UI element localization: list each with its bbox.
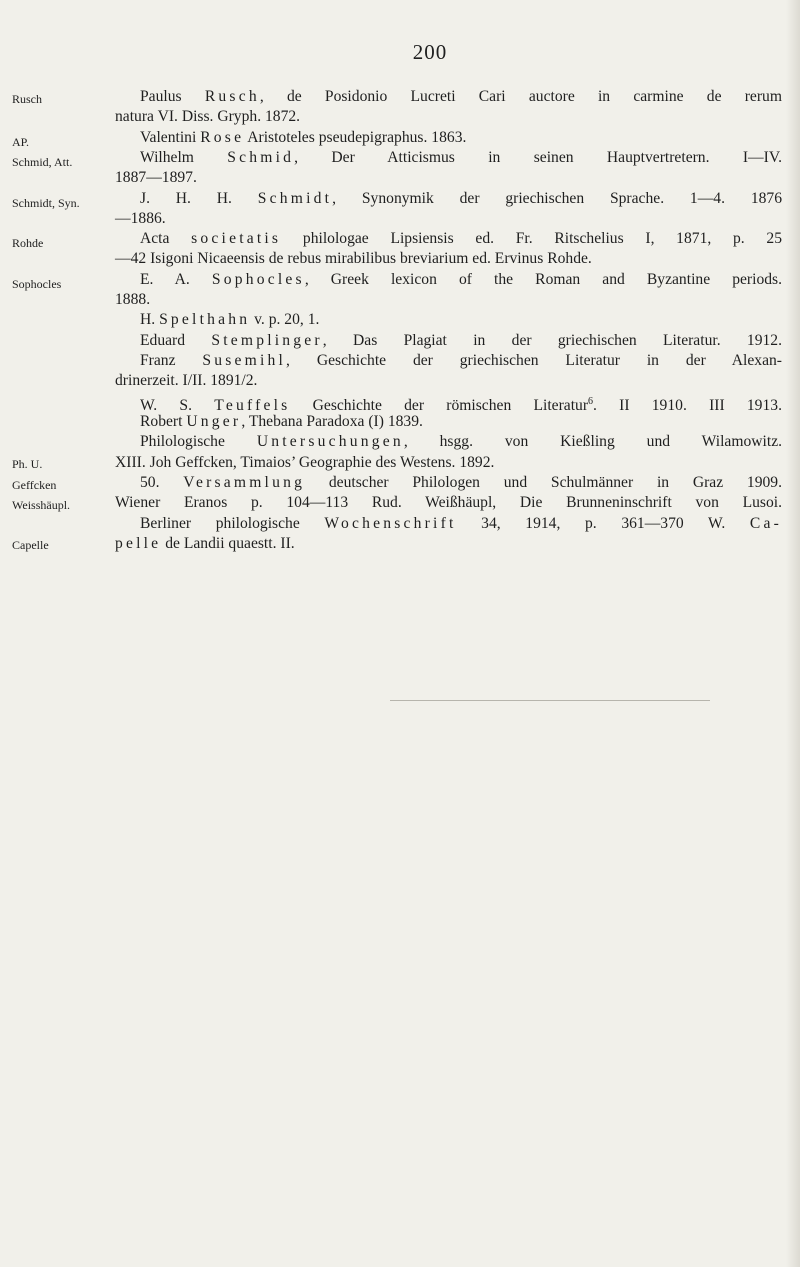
siglum-schmidt-syn: Schmidt, Syn.: [12, 196, 80, 210]
entry-stemplinger: Eduard Stemplinger, Das Plagiat in der griechischen Literatur. 1912.: [140, 332, 782, 349]
entry-sophocles-line-1: E. A. Sophocles, Greek lexicon of the Roman and Byzantine periods.: [140, 271, 783, 288]
entry-schmid-line-2: 1887—1897.: [115, 169, 197, 186]
entry-ph-u-line-1: Philologische Untersuchungen, hsgg. von Kießling und Wilamowitz.: [140, 433, 783, 450]
page-edge-shadow: [786, 0, 800, 1267]
entry-sophocles-line-2: 1888.: [115, 291, 151, 308]
siglum-ph-u: Ph. U.: [12, 457, 43, 471]
entry-rose: Valentini Rose Aristoteles pseudepigraphus. 1863.: [140, 129, 467, 146]
entry-schmidt-line-1: J. H. H. Schmidt, Synonymik der griechischen Sprache. 1—4. 1876: [140, 190, 783, 207]
entry-schmid-line-1: Wilhelm Schmid, Der Atticismus in seinen Hauptvertretern. I—IV.: [140, 149, 782, 166]
siglum-rohde: Rohde: [12, 236, 44, 250]
entry-teuffel: W. S. Teuffels Geschichte der römischen Literatur$^6$. II 1910. III 1913.: [140, 396, 782, 415]
entry-acta-line-1: Acta societatis philologae Lipsiensis ed. Fr. Ritschelius I, 1871, p. 25: [140, 230, 782, 247]
entry-ph-u-line-2: XIII. Joh Geffcken, Timaios’ Geographie des Westens. 1892.: [115, 454, 495, 471]
entry-versammlung-line-1: 50. Versammlung deutscher Philologen und Schulmänner in Graz 1909.: [140, 474, 782, 491]
entry-susemihl-line-1: Franz Susemihl, Geschichte der griechischen Literatur in der Alexan-: [140, 352, 783, 369]
entry-capelle-line-1: Berliner philologische Wochenschrift 34, 1914, p. 361—370 W. Ca-: [140, 515, 782, 532]
siglum-schmid-att: Schmid, Att.: [12, 155, 73, 169]
siglum-sophocles: Sophocles: [12, 277, 62, 291]
entry-unger: Robert Unger, Thebana Paradoxa (I) 1839.: [140, 413, 423, 430]
faint-rule: [390, 700, 710, 701]
entry-acta-line-2: —42 Isigoni Nicaeensis de rebus mirabilibus breviarium ed. Ervinus Rohde.: [115, 250, 592, 267]
entry-rusch-line-2: natura VI. Diss. Gryph. 1872.: [115, 108, 301, 125]
siglum-ap: AP.: [12, 135, 30, 149]
siglum-rusch: Rusch: [12, 92, 42, 106]
entry-rusch-line-1: Paulus Rusch, de Posidonio Lucreti Cari auctore in carmine de rerum: [140, 88, 782, 105]
entry-versammlung-line-2: Wiener Eranos p. 104—113 Rud. Weißhäupl, Die Brunneninschrift von Lusoi.: [115, 494, 782, 511]
siglum-geffcken: Geffcken: [12, 478, 57, 492]
entry-susemihl-line-2: drinerzeit. I/II. 1891/2.: [115, 372, 258, 389]
entry-spelthahn: H. Spelthahn v. p. 20, 1.: [140, 311, 320, 328]
entry-schmidt-line-2: —1886.: [115, 210, 166, 227]
page-number: 200: [412, 40, 448, 64]
siglum-capelle: Capelle: [12, 538, 49, 552]
siglum-weisshaeupl: Weisshäupl.: [12, 498, 71, 512]
entry-capelle-line-2: pelle de Landii quaestt. II.: [115, 535, 295, 552]
